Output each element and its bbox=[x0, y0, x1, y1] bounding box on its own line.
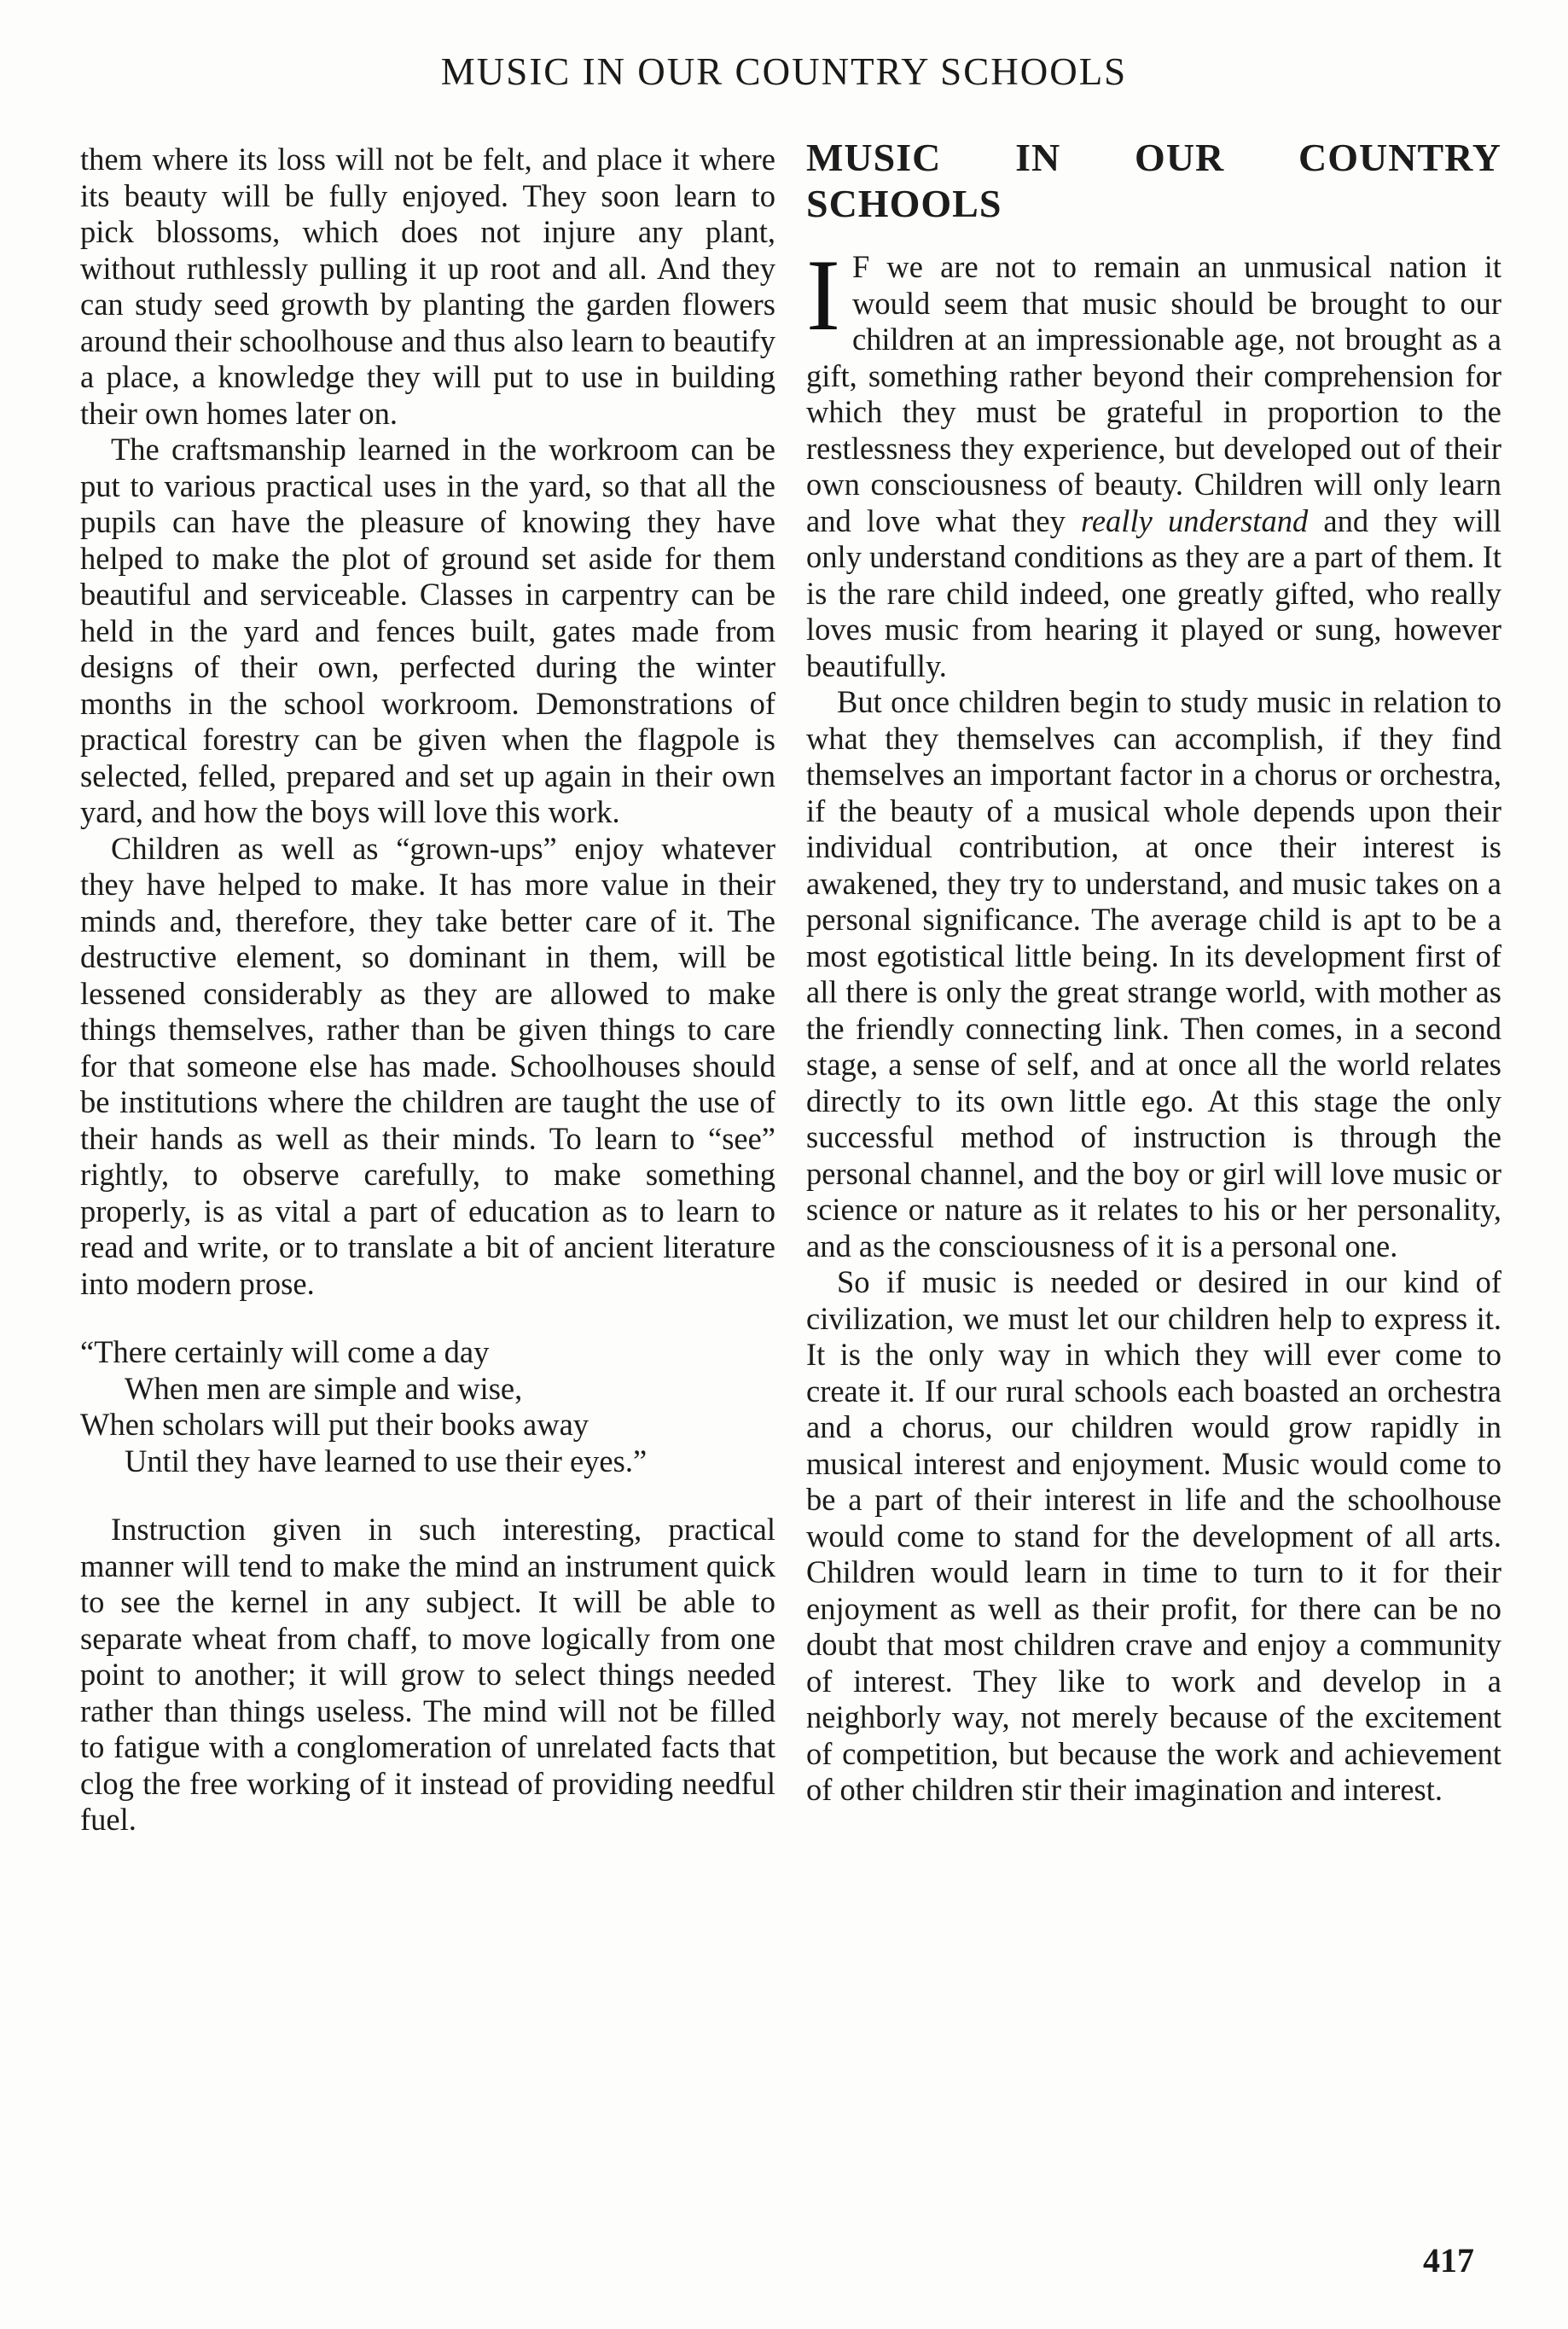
left-column bbox=[80, 142, 775, 1838]
poem-line-3: When scholars will put their books away bbox=[80, 1407, 589, 1442]
poem-line-2: When men are simple and wise, bbox=[125, 1370, 523, 1406]
left-paragraph-2: The craftsmanship learned in the workroom can be put to various practical uses in the yard, so that all the pupils can have the pleasure of knowing they have helped to make the plot of ground set aside for them beautiful and serviceable. Classes in carpentry can be held in the yard and fences built, gates made from designs of their own, perfected during the winter months in the school workroom. Demonstrations of practical forestry can be given when the flagpole is selected, felled, prepared and set up again in their own yard, and how the boys will love this work. bbox=[80, 432, 775, 829]
page-number: 417 bbox=[1423, 2241, 1474, 2280]
right-paragraph-1-end: and they will only understand conditions as they are a part of them. It is the rare child indeed, one greatly gifted, who really loves music from hearing it played or sung, however beautifully. bbox=[806, 502, 1502, 683]
drop-cap-letter: I bbox=[806, 238, 840, 351]
left-paragraph-1: them where its loss will not be felt, and place it where its beauty will be fully enjoyed. They soon learn to pick blossoms, which does not injure any plant, without ruthlessly pulling it up root and all. And they can study seed growth by planting the garden flowers around their schoolhouse and thus also learn to beautify a place, a knowledge they will put to use in building their own homes later on. bbox=[80, 142, 775, 431]
running-head-title: MUSIC IN OUR COUNTRY SCHOOLS bbox=[440, 50, 1128, 93]
article-title-line-2: SCHOOLS bbox=[806, 182, 1002, 225]
left-paragraph-4: Instruction given in such interesting, practical manner will tend to make the mind an instrument quick to see the kernel in any subject. It will be able to separate wheat from chaff, to move logically from one point to another; it will grow to select things needed rather than things useless. The mind will not be filled to fatigue with a conglomeration of unrelated facts that clog the free working of it instead of providing needful fuel. bbox=[80, 1512, 775, 1837]
poem-quote bbox=[80, 1334, 775, 1479]
article-title-line-1: MUSIC IN OUR COUNTRY bbox=[806, 136, 1501, 179]
right-paragraph-1-text: F we are not to remain an unmusical nation it would seem that music should be brought to our children at an impressionable age, not brought as a gift, something rather beyond their comprehension for which they must be grateful in proportion to the restlessness they experience, but developed out of their own consciousness of beauty. Children will only learn and love what they bbox=[806, 249, 1501, 538]
right-paragraph-1 bbox=[806, 238, 1502, 684]
right-column bbox=[806, 136, 1502, 1809]
left-paragraph-3: Children as well as “grown-ups” enjoy whatever they have helped to make. It has more value in their minds and, therefore, they take better care of it. The destructive element, so dominant in them, will be lessened considerably as they are allowed to make things themselves, rather than be given things to care for that someone else has made. Schoolhouses should be institutions where the children are taught the use of their hands as well as their minds. To learn to “see” rightly, to observe carefully, to make something properly, is as vital a part of education as to learn to read and write, or to translate a bit of ancient literature into modern prose. bbox=[80, 830, 775, 1301]
right-paragraph-1-italic: really understand bbox=[1081, 502, 1309, 538]
poem-line-4: Until they have learned to use their eyes.” bbox=[125, 1443, 648, 1478]
right-paragraph-3: So if music is needed or desired in our kind of civilization, we must let our children help to express it. It is the only way in which they will ever come to create it. If our rural schools each boasted an orchestra and a chorus, our children would grow rapidly in musical interest and enjoyment. Music would come to be a part of their interest in life and the schoolhouse would come to stand for the development of all arts. Children would learn in time to turn to it for their enjoyment as well as their profit, for there can be no doubt that most children crave and enjoy a community of interest. They like to work and develop in a neighborly way, not merely because of the excitement of competition, but because the work and achievement of other children stir their imagination and interest. bbox=[806, 1264, 1501, 1807]
article-title bbox=[806, 135, 1501, 227]
right-paragraph-2: But once children begin to study music in relation to what they themselves can accomplish, if they find themselves an important factor in a chorus or orchestra, if the beauty of a musical whole depends upon their individual contribution, at once their interest is awakened, they try to understand, and music takes on a personal significance. The average child is apt to be a most egotistical little being. In its development first of all there is only the great strange world, with mother as the friendly connecting link. Then comes, in a second stage, a sense of self, and at once all the world relates directly to its own little ego. At this stage the only successful method of instruction is through the personal channel, and the boy or girl will love music or science or nature as it relates to his or her personality, and as the consciousness of it is a personal one. bbox=[806, 684, 1501, 1263]
poem-line-1: “There certainly will come a day bbox=[80, 1334, 490, 1369]
